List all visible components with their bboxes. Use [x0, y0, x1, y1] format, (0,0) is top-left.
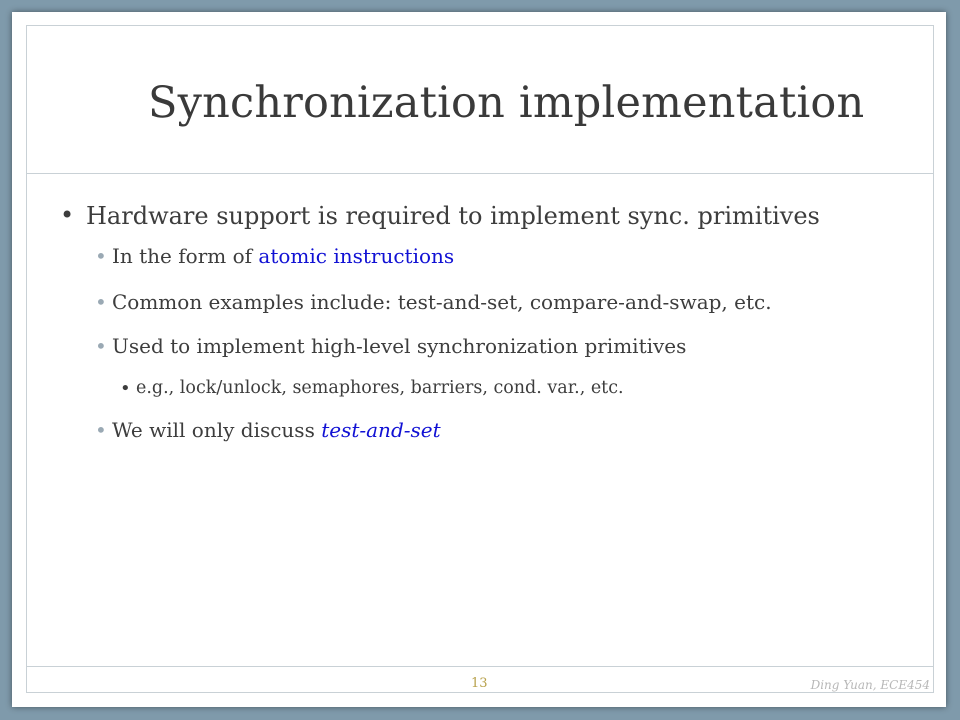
bullet-hardware-support: Hardware support is required to implement sync. primitives	[86, 202, 820, 230]
bullet-examples-list: e.g., lock/unlock, semaphores, barriers, cond. var., etc.	[136, 378, 624, 398]
slide-title: Synchronization implementation	[148, 78, 865, 128]
slide-frame	[12, 12, 946, 707]
bullet-high-level-primitives: Used to implement high-level synchronization primitives	[112, 334, 687, 358]
author-footer: Ding Yuan, ECE454	[810, 678, 930, 692]
bullet-marker: •	[95, 244, 107, 268]
bullet-marker: •	[60, 201, 75, 229]
bullet-atomic-instructions	[112, 244, 454, 268]
bullet-marker: •	[95, 334, 107, 358]
atomic-instructions-highlight: atomic instructions	[258, 244, 455, 268]
slide-content	[12, 12, 946, 707]
page-number: 13	[471, 676, 488, 691]
bullet-prefix: We will only discuss	[112, 418, 322, 442]
bullet-marker: •	[95, 290, 107, 314]
bullet-common-examples: Common examples include: test-and-set, compare-and-swap, etc.	[112, 290, 772, 314]
test-and-set-highlight: test-and-set	[321, 418, 441, 442]
bullet-marker: •	[120, 378, 131, 399]
bullet-prefix: In the form of	[112, 244, 259, 268]
bullet-marker: •	[95, 418, 107, 442]
bullet-test-and-set	[112, 418, 441, 442]
